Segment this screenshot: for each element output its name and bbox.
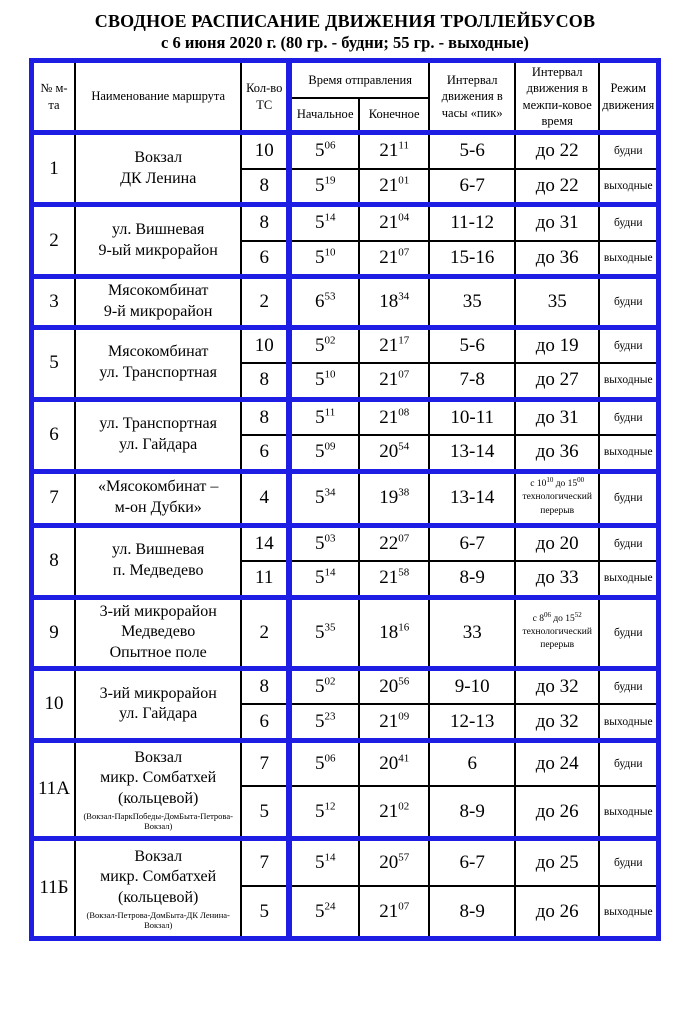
route-name-line: Опытное поле (109, 644, 207, 662)
route-stops-note: (Вокзал-ПаркПобеды-ДомБыта-Петрова-Вокзал) (83, 810, 233, 832)
last-departure-cell: $20^{54}$ (359, 435, 429, 471)
route-name-line: ул. Транспортная (99, 415, 217, 433)
route-name-cell (75, 205, 241, 277)
last-departure-cell: $21^{17}$ (359, 327, 429, 363)
mode-cell: выходные (599, 169, 659, 205)
mode-cell: будни (599, 205, 659, 241)
mode-cell: будни (599, 597, 659, 668)
last-departure-cell: $21^{08}$ (359, 399, 429, 435)
mode-cell: будни (599, 740, 659, 786)
vehicle-count-cell: 10 (241, 133, 289, 169)
first-departure-cell: $5^{19}$ (289, 169, 359, 205)
vehicle-count-cell: 8 (241, 363, 289, 399)
offpeak-interval-cell: до 25 (515, 838, 599, 886)
vehicle-count-cell: 8 (241, 399, 289, 435)
vehicle-count-cell: 10 (241, 327, 289, 363)
last-departure-cell: $20^{41}$ (359, 740, 429, 786)
peak-interval-cell: 33 (429, 597, 515, 668)
route-number-cell: 1 (31, 133, 75, 205)
peak-interval-cell: 6-7 (429, 838, 515, 886)
offpeak-interval-cell: до 22 (515, 169, 599, 205)
first-departure-cell: $6^{53}$ (289, 277, 359, 328)
route-name-line: ул. Вишневая (112, 220, 205, 238)
vehicle-count-cell: 8 (241, 169, 289, 205)
mode-cell: будни (599, 838, 659, 886)
route-name-cell (75, 133, 241, 205)
peak-interval-cell: 6-7 (429, 525, 515, 561)
trolleybus-schedule-table (29, 58, 662, 941)
offpeak-interval-cell: до 36 (515, 241, 599, 277)
peak-interval-cell: 6-7 (429, 169, 515, 205)
page-title: СВОДНОЕ РАСПИСАНИЕ ДВИЖЕНИЯ ТРОЛЛЕЙБУСОВ (94, 11, 596, 31)
vehicle-count-cell: 7 (241, 740, 289, 786)
route-number-cell: 7 (31, 471, 75, 525)
first-departure-cell: $5^{06}$ (289, 133, 359, 169)
offpeak-interval-cell: до 27 (515, 363, 599, 399)
schedule-row (31, 399, 659, 435)
first-departure-cell: $5^{34}$ (289, 471, 359, 525)
offpeak-interval-cell: до 32 (515, 668, 599, 704)
schedule-row (31, 133, 659, 169)
col-header-vehicle-count: Кол-во ТС (241, 61, 289, 133)
peak-interval-cell: 10-11 (429, 399, 515, 435)
schedule-row (31, 277, 659, 328)
first-departure-cell: $5^{11}$ (289, 399, 359, 435)
first-departure-cell: $5^{23}$ (289, 704, 359, 740)
peak-interval-cell: 7-8 (429, 363, 515, 399)
route-name-line: (кольцевой) (118, 889, 199, 907)
route-name-line: Медведево (121, 623, 196, 641)
schedule-row (31, 205, 659, 241)
peak-interval-cell: 5-6 (429, 327, 515, 363)
route-name-cell (75, 597, 241, 668)
route-name-line: 9-ый микрорайон (98, 241, 218, 259)
route-name-line: п. Медведево (112, 562, 204, 580)
peak-interval-cell: 35 (429, 277, 515, 328)
col-header-last-departure: Конечное (359, 98, 429, 133)
vehicle-count-cell: 14 (241, 525, 289, 561)
mode-cell: будни (599, 399, 659, 435)
table-body (31, 133, 659, 939)
schedule-row (31, 525, 659, 561)
route-name-cell (75, 525, 241, 597)
technological-break-time: с $10^{10}$ до $15^{00}$ (530, 475, 585, 490)
last-departure-cell: $22^{07}$ (359, 525, 429, 561)
mode-cell: выходные (599, 786, 659, 838)
last-departure-cell: $21^{04}$ (359, 205, 429, 241)
peak-interval-cell: 15-16 (429, 241, 515, 277)
peak-interval-cell: 6 (429, 740, 515, 786)
last-departure-cell: $21^{07}$ (359, 241, 429, 277)
vehicle-count-cell: 4 (241, 471, 289, 525)
table-header (31, 61, 659, 133)
first-departure-cell: $5^{14}$ (289, 838, 359, 886)
vehicle-count-cell: 8 (241, 668, 289, 704)
route-number-cell: 5 (31, 327, 75, 399)
col-header-offpeak-interval: Интервал движения в межпи-ковое время (515, 61, 599, 133)
route-name-cell (75, 399, 241, 471)
offpeak-interval-cell: 35 (515, 277, 599, 328)
route-name-line: Вокзал (134, 148, 183, 166)
technological-break-label: перерыв (540, 640, 575, 651)
first-departure-cell: $5^{12}$ (289, 786, 359, 838)
route-number-cell: 8 (31, 525, 75, 597)
page-subtitle: с 6 июня 2020 г. (80 гр. - будни; 55 гр. - выходные) (161, 33, 529, 52)
last-departure-cell: $21^{09}$ (359, 704, 429, 740)
first-departure-cell: $5^{14}$ (289, 205, 359, 241)
route-name-line: м-он Дубки» (114, 499, 202, 517)
last-departure-cell: $20^{56}$ (359, 668, 429, 704)
col-header-first-departure: Начальное (289, 98, 359, 133)
route-name-line: микр. Сомбатхей (100, 769, 217, 787)
mode-cell: будни (599, 471, 659, 525)
route-name-line: 3-ий микрорайон (99, 602, 217, 620)
col-header-mode: Режим движения (599, 61, 659, 133)
vehicle-count-cell: 2 (241, 277, 289, 328)
offpeak-interval-cell: до 24 (515, 740, 599, 786)
first-departure-cell: $5^{35}$ (289, 597, 359, 668)
route-name-line: ул. Транспортная (99, 364, 217, 382)
vehicle-count-cell: 6 (241, 241, 289, 277)
first-departure-cell: $5^{09}$ (289, 435, 359, 471)
header-row-1 (31, 61, 659, 98)
peak-interval-cell: 8-9 (429, 886, 515, 938)
route-number-cell: 3 (31, 277, 75, 328)
last-departure-cell: $18^{16}$ (359, 597, 429, 668)
offpeak-interval-cell: до 32 (515, 704, 599, 740)
last-departure-cell: $21^{01}$ (359, 169, 429, 205)
vehicle-count-cell: 11 (241, 561, 289, 597)
route-name-line: 3-ий микрорайон (99, 684, 217, 702)
last-departure-cell: $21^{07}$ (359, 363, 429, 399)
first-departure-cell: $5^{02}$ (289, 668, 359, 704)
route-name-line: ул. Гайдара (119, 705, 198, 723)
first-departure-cell: $5^{24}$ (289, 886, 359, 938)
mode-cell: выходные (599, 886, 659, 938)
first-departure-cell: $5^{10}$ (289, 241, 359, 277)
route-number-cell: 11А (31, 740, 75, 838)
offpeak-interval-cell (515, 597, 599, 668)
route-name-line: ул. Гайдара (119, 436, 198, 454)
offpeak-interval-cell: до 31 (515, 399, 599, 435)
route-name-cell (75, 277, 241, 328)
peak-interval-cell: 13-14 (429, 435, 515, 471)
route-name-line: Вокзал (134, 748, 183, 766)
peak-interval-cell: 8-9 (429, 561, 515, 597)
route-name-cell (75, 471, 241, 525)
offpeak-interval-cell: до 26 (515, 886, 599, 938)
route-number-cell: 10 (31, 668, 75, 740)
last-departure-cell: $18^{34}$ (359, 277, 429, 328)
mode-cell: выходные (599, 561, 659, 597)
technological-break-time: с $8^{06}$ до $15^{52}$ (532, 610, 582, 624)
mode-cell: выходные (599, 704, 659, 740)
schedule-row (31, 740, 659, 786)
peak-interval-cell: 13-14 (429, 471, 515, 525)
vehicle-count-cell: 7 (241, 838, 289, 886)
schedule-row (31, 668, 659, 704)
peak-interval-cell: 8-9 (429, 786, 515, 838)
last-departure-cell: $20^{57}$ (359, 838, 429, 886)
route-name-line: «Мясокомбинат – (97, 478, 219, 496)
route-name-line: Вокзал (134, 847, 183, 865)
schedule-row (31, 838, 659, 886)
last-departure-cell: $21^{11}$ (359, 133, 429, 169)
offpeak-interval-cell: до 31 (515, 205, 599, 241)
route-name-line: 9-й микрорайон (103, 302, 213, 320)
route-name-line: Мясокомбинат (107, 343, 209, 361)
route-name-cell (75, 668, 241, 740)
vehicle-count-cell: 2 (241, 597, 289, 668)
mode-cell: будни (599, 525, 659, 561)
mode-cell: будни (599, 327, 659, 363)
vehicle-count-cell: 6 (241, 435, 289, 471)
last-departure-cell: $21^{58}$ (359, 561, 429, 597)
last-departure-cell: $21^{02}$ (359, 786, 429, 838)
route-stops-note: (Вокзал-Петрова-ДомБыта-ДК Ленина-Вокзал) (86, 909, 230, 931)
last-departure-cell: $19^{38}$ (359, 471, 429, 525)
route-number-cell: 9 (31, 597, 75, 668)
col-header-route-number: № м-та (31, 61, 75, 133)
schedule-row (31, 327, 659, 363)
route-name-line: (кольцевой) (118, 790, 199, 808)
mode-cell: выходные (599, 241, 659, 277)
first-departure-cell: $5^{03}$ (289, 525, 359, 561)
col-header-peak-interval: Интервал движения в часы «пик» (429, 61, 515, 133)
technological-break-label: перерыв (540, 505, 575, 516)
peak-interval-cell: 12-13 (429, 704, 515, 740)
first-departure-cell: $5^{02}$ (289, 327, 359, 363)
vehicle-count-cell: 6 (241, 704, 289, 740)
offpeak-interval-cell: до 36 (515, 435, 599, 471)
peak-interval-cell: 9-10 (429, 668, 515, 704)
schedule-row (31, 471, 659, 525)
first-departure-cell: $5^{14}$ (289, 561, 359, 597)
offpeak-interval-cell: до 22 (515, 133, 599, 169)
peak-interval-cell: 5-6 (429, 133, 515, 169)
first-departure-cell: $5^{10}$ (289, 363, 359, 399)
technological-break-label: технологический (522, 492, 592, 503)
offpeak-interval-cell: до 19 (515, 327, 599, 363)
vehicle-count-cell: 5 (241, 886, 289, 938)
col-header-departure-time: Время отправления (289, 61, 429, 98)
technological-break-label: технологический (522, 627, 592, 638)
last-departure-cell: $21^{07}$ (359, 886, 429, 938)
offpeak-interval-cell: до 33 (515, 561, 599, 597)
vehicle-count-cell: 5 (241, 786, 289, 838)
offpeak-interval-cell (515, 471, 599, 525)
route-number-cell: 11Б (31, 838, 75, 938)
route-name-line: Мясокомбинат (107, 282, 209, 299)
mode-cell: будни (599, 133, 659, 169)
schedule-row (31, 597, 659, 668)
route-name-line: ул. Вишневая (112, 541, 205, 559)
vehicle-count-cell: 8 (241, 205, 289, 241)
peak-interval-cell: 11-12 (429, 205, 515, 241)
mode-cell: выходные (599, 363, 659, 399)
offpeak-interval-cell: до 20 (515, 525, 599, 561)
first-departure-cell: $5^{06}$ (289, 740, 359, 786)
route-number-cell: 6 (31, 399, 75, 471)
route-name-cell (75, 740, 241, 838)
route-name-cell (75, 838, 241, 938)
mode-cell: будни (599, 668, 659, 704)
route-number-cell: 2 (31, 205, 75, 277)
route-name-line: ДК Ленина (120, 169, 197, 187)
mode-cell: будни (599, 277, 659, 328)
route-name-line: микр. Сомбатхей (100, 868, 217, 886)
route-name-cell (75, 327, 241, 399)
offpeak-interval-cell: до 26 (515, 786, 599, 838)
mode-cell: выходные (599, 435, 659, 471)
col-header-route-name: Наименование маршрута (75, 61, 241, 133)
